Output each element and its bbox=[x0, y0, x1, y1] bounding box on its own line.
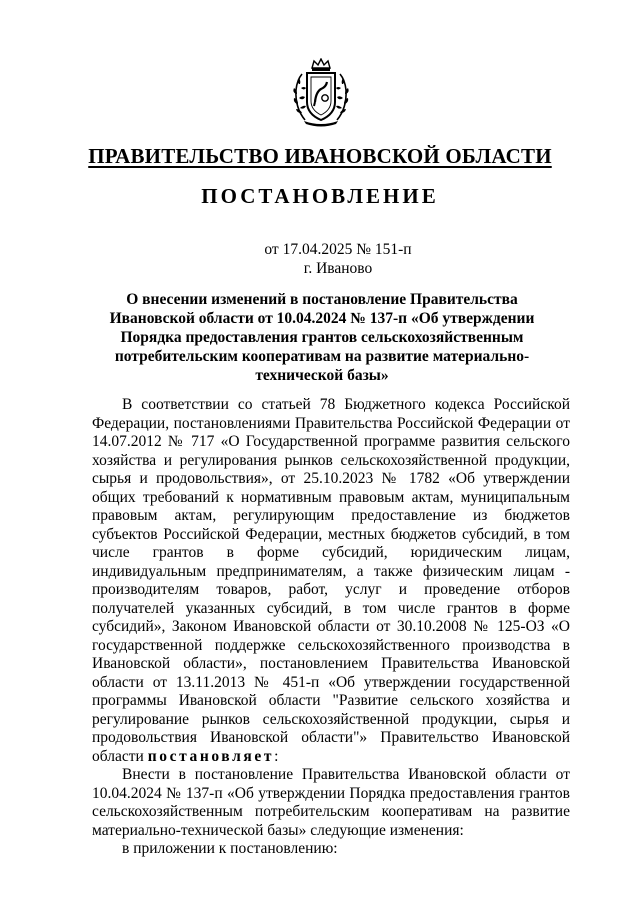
body-paragraph-amend: Внести в постановление Правительства Ивановской области от 10.04.2024 № 137-п «Об утверждении Порядка предоставления грантов сельскохозяйственным потребительским кооперативам на развитие материально-технической базы» следующие изменения: bbox=[92, 766, 570, 839]
document-subject: О внесении изменений в постановление Правительства Ивановской области от 10.04.2024 № 137-п «Об утверждении Порядка предоставления грантов сельскохозяйственным потребительским кооперативам на развитие материально-технической базы» bbox=[109, 291, 535, 384]
organization-title bbox=[0, 144, 640, 169]
city: г. Иваново bbox=[303, 260, 373, 277]
preamble-end: : bbox=[274, 747, 279, 765]
resolves-word: постановляет bbox=[147, 747, 275, 765]
document-type-title: ПОСТАНОВЛЕНИЕ bbox=[201, 184, 439, 208]
coat-of-arms-icon bbox=[290, 58, 352, 128]
document-meta bbox=[0, 240, 640, 278]
preamble-text: В соответствии со статьей 78 Бюджетного кодекса Российской Федерации, постановлениями Правительства Российской Федерации от 14.07.2012 № 717 «О Государственной программе развития сельского хозяйства и регулирования рынков сельскохозяйственной продукции, сырья и продовольствия», от 25.10.2023 № 1782 «Об утверждении общих требований к нормативным правовым актам, муниципальным правовым актам, регулирующим предоставление из бюджетов субъектов Российской Федерации, местных бюджетов субсидий, в том числе грантов в форме субсидий, юридическим лицам, индивидуальным предпринимателям, а также физическим лицам - производителям товаров, работ, услуг и проведение отборов получателей указанных субсидий, в том числе грантов в форме субсидий», Законом Ивановской области от 30.10.2008 № 125-ОЗ «О государственной поддержке сельскохозяйственного производства в Ивановской области», постановлением Правительства Ивановской области от 13.11.2013 № 451-п «Об утверждении государственной программы Ивановской области "Развитие сельского хозяйства и регулирование рынков сельскохозяйственной продукции, сырья и продовольствия Ивановской области"» Правительство Ивановской области bbox=[92, 396, 570, 765]
organization-title-text: ПРАВИТЕЛЬСТВО ИВАНОВСКОЙ ОБЛАСТИ bbox=[88, 144, 552, 168]
document-body bbox=[92, 396, 570, 859]
body-paragraph-preamble bbox=[92, 396, 570, 766]
body-paragraph-appendix: в приложении к постановлению: bbox=[122, 840, 338, 857]
date-number: от 17.04.2025 № 151-п bbox=[264, 241, 412, 258]
